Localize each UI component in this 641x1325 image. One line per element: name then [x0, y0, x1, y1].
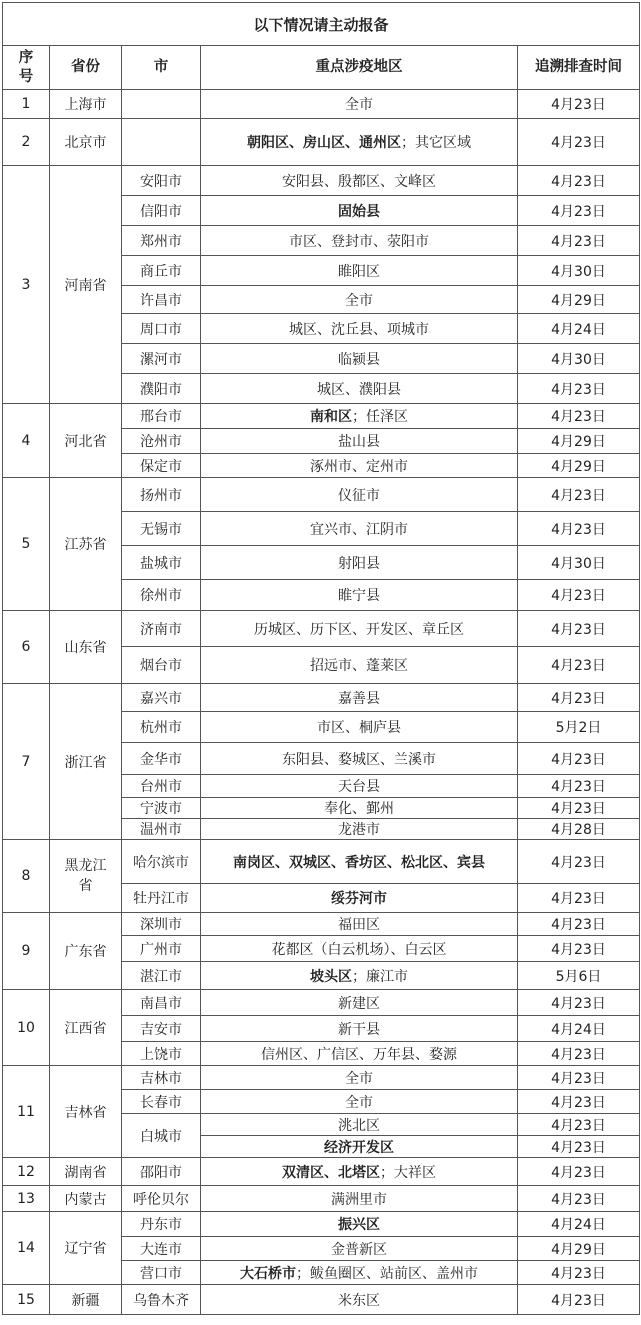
time-cell: 4月29日	[518, 454, 640, 478]
area-text-bold: 朝阳区、房山区、通州区	[247, 135, 401, 151]
areas-cell	[201, 1285, 518, 1315]
areas-cell	[201, 743, 518, 775]
areas-cell	[201, 454, 518, 478]
city-cell: 嘉兴市	[122, 684, 201, 712]
province-cell: 山东省	[50, 611, 122, 684]
city-cell: 营口市	[122, 1261, 201, 1285]
seq-cell: 10	[3, 990, 50, 1066]
area-text-bold: 南岗区、双城区、香坊区、松北区、宾县	[233, 854, 485, 871]
city-cell: 宁波市	[122, 798, 201, 819]
table-title: 以下情况请主动报备	[3, 3, 640, 46]
province-cell: 浙江省	[50, 684, 122, 840]
city-cell: 大连市	[122, 1237, 201, 1261]
time-cell: 4月23日	[518, 478, 640, 512]
area-text: 奉化、鄞州	[324, 801, 394, 817]
areas-cell	[201, 404, 518, 429]
areas-cell	[201, 119, 518, 166]
time-cell: 4月30日	[518, 344, 640, 374]
area-text-bold: 经济开发区	[324, 1139, 394, 1156]
time-cell: 4月30日	[518, 546, 640, 580]
area-text: ；鲅鱼圈区、站前区、盖州市	[296, 1265, 478, 1282]
city-cell: 呼伦贝尔	[122, 1186, 201, 1212]
province-cell: 黑龙江省	[50, 840, 122, 913]
area-text: 射阳县	[338, 555, 380, 572]
city-cell: 乌鲁木齐	[122, 1285, 201, 1315]
city-cell: 漯河市	[122, 344, 201, 374]
time-cell: 4月28日	[518, 819, 640, 840]
area-text: 新建区	[338, 995, 380, 1012]
province-cell: 广东省	[50, 913, 122, 990]
area-text: 米东区	[338, 1292, 380, 1309]
province-cell: 吉林省	[50, 1066, 122, 1158]
areas-cell	[201, 374, 518, 404]
area-text: 花都区（白云机场）、白云区	[271, 941, 447, 958]
areas-cell	[201, 884, 518, 913]
time-cell: 5月2日	[518, 712, 640, 743]
table-row	[3, 478, 640, 512]
city-cell: 信阳市	[122, 196, 201, 226]
area-text: 全市	[345, 97, 373, 113]
time-cell: 4月29日	[518, 1237, 640, 1261]
seq-cell: 14	[3, 1212, 50, 1285]
area-text: 全市	[345, 292, 373, 309]
time-cell: 4月23日	[518, 990, 640, 1016]
area-text: 洮北区	[338, 1117, 380, 1134]
city-cell: 杭州市	[122, 712, 201, 743]
seq-cell: 15	[3, 1285, 50, 1315]
areas-cell	[201, 90, 518, 119]
table-row	[3, 611, 640, 647]
areas-cell	[201, 1066, 518, 1090]
area-text: ；廉江市	[352, 968, 408, 985]
time-cell: 4月23日	[518, 226, 640, 256]
city-cell: 邢台市	[122, 404, 201, 429]
area-text-bold: 南和区	[310, 409, 352, 425]
area-text: 盐山县	[338, 434, 380, 450]
area-text: 涿州市、定州市	[310, 458, 408, 475]
time-cell: 4月23日	[518, 196, 640, 226]
time-cell: 4月23日	[518, 743, 640, 775]
time-cell: 4月23日	[518, 684, 640, 712]
city-cell: 白城市	[122, 1114, 201, 1158]
header-time: 追溯排查时间	[518, 46, 640, 90]
header-province: 省份	[50, 46, 122, 90]
seq-cell: 4	[3, 404, 50, 478]
time-cell: 4月23日	[518, 1114, 640, 1136]
province-cell: 上海市	[50, 90, 122, 119]
area-text: 安阳县、殷都区、文峰区	[282, 173, 436, 190]
area-text: 嘉善县	[338, 690, 380, 707]
table-row	[3, 1186, 640, 1212]
city-cell: 南昌市	[122, 990, 201, 1016]
areas-cell	[201, 314, 518, 344]
city-cell: 盐城市	[122, 546, 201, 580]
table-body	[3, 90, 640, 1315]
time-cell: 4月23日	[518, 1285, 640, 1315]
city-cell: 邵阳市	[122, 1158, 201, 1186]
areas-cell	[201, 840, 518, 884]
area-text: 市区、登封市、荥阳市	[289, 233, 429, 250]
area-text: 临颍县	[338, 351, 380, 368]
city-cell: 温州市	[122, 819, 201, 840]
areas-cell	[201, 166, 518, 196]
seq-cell: 13	[3, 1186, 50, 1212]
time-cell: 4月23日	[518, 1042, 640, 1066]
area-text: 东阳县、婺城区、兰溪市	[282, 751, 436, 768]
area-text: 睢阳区	[338, 263, 380, 280]
areas-cell	[201, 819, 518, 840]
time-cell: 4月23日	[518, 374, 640, 404]
province-cell: 河北省	[50, 404, 122, 478]
city-cell: 徐州市	[122, 580, 201, 611]
time-cell: 4月23日	[518, 775, 640, 798]
seq-cell: 12	[3, 1158, 50, 1186]
table-row	[3, 913, 640, 936]
table-row	[3, 684, 640, 712]
areas-cell	[201, 226, 518, 256]
city-cell: 沧州市	[122, 429, 201, 454]
report-table	[2, 2, 640, 1315]
seq-cell: 1	[3, 90, 50, 119]
province-cell: 辽宁省	[50, 1212, 122, 1285]
header-areas: 重点涉疫地区	[201, 46, 518, 90]
province-cell: 江苏省	[50, 478, 122, 611]
time-cell: 5月6日	[518, 962, 640, 990]
seq-cell: 11	[3, 1066, 50, 1158]
area-text: ；其它区域	[401, 135, 471, 151]
time-cell: 4月23日	[518, 166, 640, 196]
areas-cell	[201, 798, 518, 819]
area-text: 信州区、广信区、万年县、婺源	[261, 1046, 457, 1063]
time-cell: 4月24日	[518, 1016, 640, 1042]
areas-cell	[201, 344, 518, 374]
city-cell: 郑州市	[122, 226, 201, 256]
province-cell: 河南省	[50, 166, 122, 404]
time-cell: 4月23日	[518, 798, 640, 819]
areas-cell	[201, 196, 518, 226]
table-row	[3, 1066, 640, 1090]
table-row	[3, 404, 640, 429]
city-cell: 扬州市	[122, 478, 201, 512]
areas-cell	[201, 429, 518, 454]
city-cell: 安阳市	[122, 166, 201, 196]
time-cell: 4月23日	[518, 647, 640, 684]
table-row	[3, 119, 640, 166]
area-text-bold: 双清区、北塔区	[282, 1164, 380, 1181]
area-text: 全市	[345, 1094, 373, 1111]
province-cell: 湖南省	[50, 1158, 122, 1186]
areas-cell	[201, 580, 518, 611]
table-row	[3, 1212, 640, 1237]
areas-cell	[201, 936, 518, 962]
area-text: 福田区	[338, 917, 380, 933]
seq-cell: 7	[3, 684, 50, 840]
city-cell: 牡丹江市	[122, 884, 201, 913]
city-cell: 广州市	[122, 936, 201, 962]
city-cell: 哈尔滨市	[122, 840, 201, 884]
time-cell: 4月29日	[518, 429, 640, 454]
time-cell: 4月23日	[518, 90, 640, 119]
table-row	[3, 990, 640, 1016]
seq-cell: 6	[3, 611, 50, 684]
area-text: ；任泽区	[352, 409, 408, 425]
areas-cell	[201, 1016, 518, 1042]
time-cell: 4月23日	[518, 611, 640, 647]
city-cell: 丹东市	[122, 1212, 201, 1237]
table-row	[3, 840, 640, 884]
time-cell: 4月30日	[518, 256, 640, 286]
city-cell: 保定市	[122, 454, 201, 478]
areas-cell	[201, 1212, 518, 1237]
time-cell: 4月23日	[518, 1136, 640, 1158]
time-cell: 4月23日	[518, 840, 640, 884]
city-cell: 济南市	[122, 611, 201, 647]
city-cell: 上饶市	[122, 1042, 201, 1066]
area-text: ；大祥区	[380, 1164, 436, 1181]
area-text: 天台县	[338, 779, 380, 795]
city-cell: 湛江市	[122, 962, 201, 990]
province-cell: 新疆	[50, 1285, 122, 1315]
areas-cell	[201, 256, 518, 286]
time-cell: 4月23日	[518, 1261, 640, 1285]
areas-cell	[201, 647, 518, 684]
time-cell: 4月23日	[518, 1158, 640, 1186]
city-cell: 深圳市	[122, 913, 201, 936]
time-cell: 4月23日	[518, 1090, 640, 1114]
areas-cell	[201, 775, 518, 798]
area-text-bold: 大石桥市	[240, 1265, 296, 1282]
time-cell: 4月23日	[518, 884, 640, 913]
city-cell: 烟台市	[122, 647, 201, 684]
header-city: 市	[122, 46, 201, 90]
header-seq: 序号	[3, 46, 50, 90]
city-cell: 吉安市	[122, 1016, 201, 1042]
city-cell: 许昌市	[122, 286, 201, 314]
area-text-bold: 振兴区	[338, 1217, 380, 1233]
time-cell: 4月23日	[518, 913, 640, 936]
time-cell: 4月23日	[518, 404, 640, 429]
areas-cell	[201, 478, 518, 512]
table-row	[3, 1285, 640, 1315]
areas-cell	[201, 684, 518, 712]
area-text: 金普新区	[331, 1241, 387, 1258]
seq-cell: 3	[3, 166, 50, 404]
city-cell: 周口市	[122, 314, 201, 344]
areas-cell	[201, 1237, 518, 1261]
areas-cell	[201, 712, 518, 743]
areas-cell	[201, 1114, 518, 1136]
area-text: 招远市、蓬莱区	[310, 658, 408, 674]
province-cell: 内蒙古	[50, 1186, 122, 1212]
time-cell: 4月23日	[518, 119, 640, 166]
city-cell: 商丘市	[122, 256, 201, 286]
seq-cell: 9	[3, 913, 50, 990]
city-cell	[122, 119, 201, 166]
time-cell: 4月23日	[518, 1066, 640, 1090]
time-cell: 4月23日	[518, 1186, 640, 1212]
time-cell: 4月24日	[518, 314, 640, 344]
areas-cell	[201, 1136, 518, 1158]
table-row	[3, 90, 640, 119]
province-cell: 北京市	[50, 119, 122, 166]
time-cell: 4月29日	[518, 286, 640, 314]
area-text-bold: 坡头区	[310, 968, 352, 985]
city-cell: 长春市	[122, 1090, 201, 1114]
area-text: 龙港市	[338, 822, 380, 838]
area-text: 睢宁县	[338, 588, 380, 604]
table-row	[3, 1158, 640, 1186]
seq-cell: 5	[3, 478, 50, 611]
city-cell: 吉林市	[122, 1066, 201, 1090]
seq-cell: 8	[3, 840, 50, 913]
time-cell: 4月23日	[518, 580, 640, 611]
areas-cell	[201, 1042, 518, 1066]
areas-cell	[201, 1158, 518, 1186]
area-text: 城区、沈丘县、项城市	[289, 321, 429, 338]
area-text: 城区、濮阳县	[317, 381, 401, 398]
areas-cell	[201, 286, 518, 314]
area-text: 宜兴市、江阴市	[310, 521, 408, 538]
area-text: 满洲里市	[331, 1191, 387, 1208]
areas-cell	[201, 512, 518, 546]
city-cell: 无锡市	[122, 512, 201, 546]
areas-cell	[201, 990, 518, 1016]
areas-cell	[201, 913, 518, 936]
areas-cell	[201, 1090, 518, 1114]
province-cell: 江西省	[50, 990, 122, 1066]
area-text-bold: 固始县	[338, 203, 380, 220]
city-cell: 濮阳市	[122, 374, 201, 404]
seq-cell: 2	[3, 119, 50, 166]
area-text: 市区、桐庐县	[317, 720, 401, 736]
areas-cell	[201, 1186, 518, 1212]
time-cell: 4月24日	[518, 1212, 640, 1237]
city-cell: 台州市	[122, 775, 201, 798]
areas-cell	[201, 546, 518, 580]
area-text: 全市	[345, 1070, 373, 1087]
city-cell: 金华市	[122, 743, 201, 775]
area-text: 仪征市	[338, 487, 380, 504]
table-row	[3, 166, 640, 196]
time-cell: 4月23日	[518, 512, 640, 546]
city-cell	[122, 90, 201, 119]
areas-cell	[201, 962, 518, 990]
areas-cell	[201, 611, 518, 647]
time-cell: 4月23日	[518, 936, 640, 962]
area-text: 新干县	[338, 1021, 380, 1038]
area-text: 历城区、历下区、开发区、章丘区	[254, 621, 464, 638]
areas-cell	[201, 1261, 518, 1285]
area-text-bold: 绥芬河市	[331, 891, 387, 907]
